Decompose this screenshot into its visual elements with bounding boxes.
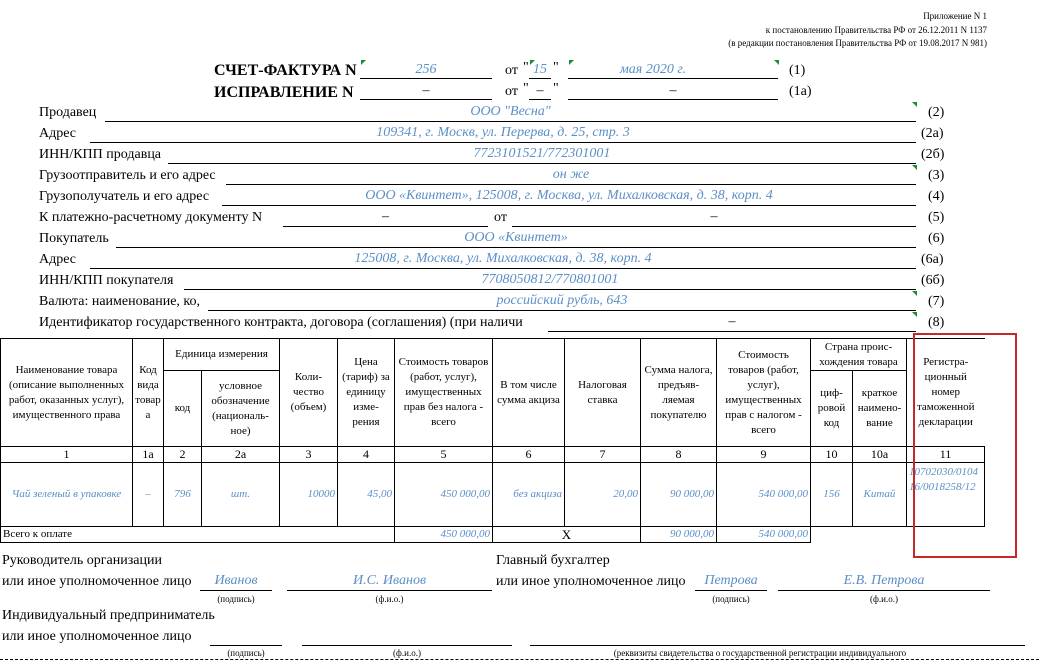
appendix-line-1: Приложение N 1 <box>923 11 987 21</box>
acc-label-2: или иное уполномоченное лицо <box>496 574 686 589</box>
payment-doc-value[interactable]: – <box>382 209 389 224</box>
col-num: 9 <box>717 447 811 463</box>
col-qty-header: Коли- чество (объем) <box>280 339 338 447</box>
code-1a: (1а) <box>789 84 812 99</box>
appendix-note <box>567 10 987 50</box>
appendix-line-2: к постановлению Правительства РФ от 26.12.2011 N 1137 <box>765 25 987 35</box>
col-num: 5 <box>395 447 493 463</box>
head-sign[interactable]: Иванов <box>214 573 258 588</box>
acc-name[interactable]: Е.В. Петрова <box>843 573 925 588</box>
col-customs-header: Регистра- ционный номер таможенной декларации <box>907 339 985 447</box>
correction-date[interactable]: – <box>669 83 677 98</box>
cell-country-name[interactable]: Китай <box>853 463 907 527</box>
head-label-1: Руководитель организации <box>2 553 162 568</box>
payment-doc-from-label: от <box>494 210 507 225</box>
shipper-value[interactable]: он же <box>552 167 590 182</box>
invoice-day[interactable]: 15 <box>533 62 547 77</box>
correction-title: ИСПРАВЛЕНИЕ N <box>214 84 354 101</box>
invoice-from-label: от <box>505 63 518 78</box>
col-kind-header: Код вида товар а <box>133 339 164 447</box>
code-1: (1) <box>789 63 806 78</box>
payment-doc-label: К платежно-расчетному документу N <box>39 210 263 225</box>
appendix-line-3: (в редакции постановления Правительства РФ от 19.08.2017 N 981) <box>728 38 987 48</box>
invoice-month-year[interactable]: мая 2020 г. <box>619 62 687 77</box>
col-country-name-header: краткое наимено- вание <box>853 371 907 447</box>
buyer-inn-label: ИНН/КПП покупателя <box>39 273 174 288</box>
col-num: 2а <box>202 447 280 463</box>
seller-address-label: Адрес <box>39 126 77 141</box>
cell-rate[interactable]: 20,00 <box>565 463 641 527</box>
buyer-value[interactable]: ООО «Квинтет» <box>464 230 568 245</box>
total-row <box>1 527 985 543</box>
cell-tax[interactable]: 90 000,00 <box>641 463 717 527</box>
col-num: 7 <box>565 447 641 463</box>
customs-highlight <box>913 333 1017 558</box>
invoice-number[interactable]: 256 <box>415 62 437 77</box>
total-cost-no-tax: 450 000,00 <box>395 527 493 543</box>
cell-name[interactable]: Чай зеленый в упаковке <box>1 463 133 527</box>
total-cost-tax: 540 000,00 <box>717 527 811 543</box>
col-num: 1а <box>133 447 164 463</box>
buyer-inn-value[interactable]: 7708050812/770801001 <box>481 272 619 287</box>
seller-value[interactable]: ООО "Весна" <box>470 104 551 119</box>
col-country-header: Страна проис- хождения товара <box>811 339 907 371</box>
col-tax-header: Сумма налога, предъяв- ляемая покупателю <box>641 339 717 447</box>
col-cost-no-tax-header: Стоимость товаров (работ, услуг), имущественных прав без налога - всего <box>395 339 493 447</box>
seller-inn-label: ИНН/КПП продавца <box>39 147 162 162</box>
payment-doc-from-value[interactable]: – <box>710 209 718 224</box>
currency-value[interactable]: российский рубль, 643 <box>496 293 628 308</box>
ip-requisites-caption: (реквизиты свидетельства о государственной регистрации индивидуального <box>613 648 907 658</box>
seller-inn-value[interactable]: 7723101521/772301001 <box>473 146 611 161</box>
currency-label: Валюта: наименование, ко, <box>39 294 201 309</box>
total-x: X <box>493 527 641 543</box>
cell-customs[interactable]: 10702030/010416/0018258/12 <box>907 463 985 527</box>
acc-sign[interactable]: Петрова <box>704 573 758 588</box>
contract-id-label: Идентификатор государственного контракта, договора (соглашения) (при наличи <box>39 315 523 330</box>
cell-price[interactable]: 45,00 <box>338 463 395 527</box>
cell-unit-code[interactable]: 796 <box>164 463 202 527</box>
col-price-header: Цена (тариф) за единицу изме- рения <box>338 339 395 447</box>
col-name-header: Наименование товара (описание выполненных работ, оказанных услуг), имущественного права <box>1 339 133 447</box>
col-num: 11 <box>907 447 985 463</box>
cell-excise[interactable]: без акциза <box>493 463 565 527</box>
seller-label: Продавец <box>39 105 97 120</box>
consignee-value[interactable]: ООО «Квинтет», 125008, г. Москва, ул. Михалковская, д. 38, корп. 4 <box>365 188 773 203</box>
col-num: 3 <box>280 447 338 463</box>
seller-address-value[interactable]: 109341, г. Москв, ул. Перерва, д. 25, стр. 3 <box>376 125 630 140</box>
col-cost-tax-header: Стоимость товаров (работ, услуг), имущественных прав с налогом - всего <box>717 339 811 447</box>
goods-table <box>0 338 985 543</box>
buyer-address-value[interactable]: 125008, г. Москва, ул. Михалковская, д. 38, корп. 4 <box>354 251 652 266</box>
ip-label-1: Индивидуальный предприниматель <box>2 608 215 623</box>
table-row <box>1 463 985 527</box>
cell-unit-name[interactable]: шт. <box>202 463 280 527</box>
ip-label-2: или иное уполномоченное лицо <box>2 629 192 644</box>
cell-cost-no-tax[interactable]: 450 000,00 <box>395 463 493 527</box>
col-country-code-header: циф- ровой код <box>811 371 853 447</box>
total-label: Всего к оплате <box>1 527 395 543</box>
consignee-label: Грузополучатель и его адрес <box>39 189 210 204</box>
head-name[interactable]: И.С. Иванов <box>352 573 427 588</box>
cell-qty[interactable]: 10000 <box>280 463 338 527</box>
cell-cost-tax[interactable]: 540 000,00 <box>717 463 811 527</box>
total-tax: 90 000,00 <box>641 527 717 543</box>
buyer-label: Покупатель <box>39 231 109 246</box>
col-rate-header: Налоговая ставка <box>565 339 641 447</box>
col-num: 1 <box>1 447 133 463</box>
col-num: 2 <box>164 447 202 463</box>
col-num: 8 <box>641 447 717 463</box>
col-num: 6 <box>493 447 565 463</box>
cell-country-code[interactable]: 156 <box>811 463 853 527</box>
col-num: 10а <box>853 447 907 463</box>
col-num: 4 <box>338 447 395 463</box>
shipper-label: Грузоотправитель и его адрес <box>39 168 216 183</box>
buyer-address-label: Адрес <box>39 252 77 267</box>
head-label-2: или иное уполномоченное лицо <box>2 574 192 589</box>
col-num: 10 <box>811 447 853 463</box>
col-unit-header: Единица измерения <box>164 339 280 371</box>
col-unit-name-header: условное обозначение (националь- ное) <box>202 371 280 447</box>
col-excise-header: В том числе сумма акциза <box>493 339 565 447</box>
col-unit-code-header: код <box>164 371 202 447</box>
acc-label-1: Главный бухгалтер <box>496 553 610 568</box>
cell-kind[interactable]: – <box>133 463 164 527</box>
contract-id-value[interactable]: – <box>728 314 736 329</box>
invoice-title: СЧЕТ-ФАКТУРА N <box>214 62 357 79</box>
correction-number[interactable]: – <box>422 83 430 98</box>
correction-day[interactable]: – <box>536 83 544 98</box>
